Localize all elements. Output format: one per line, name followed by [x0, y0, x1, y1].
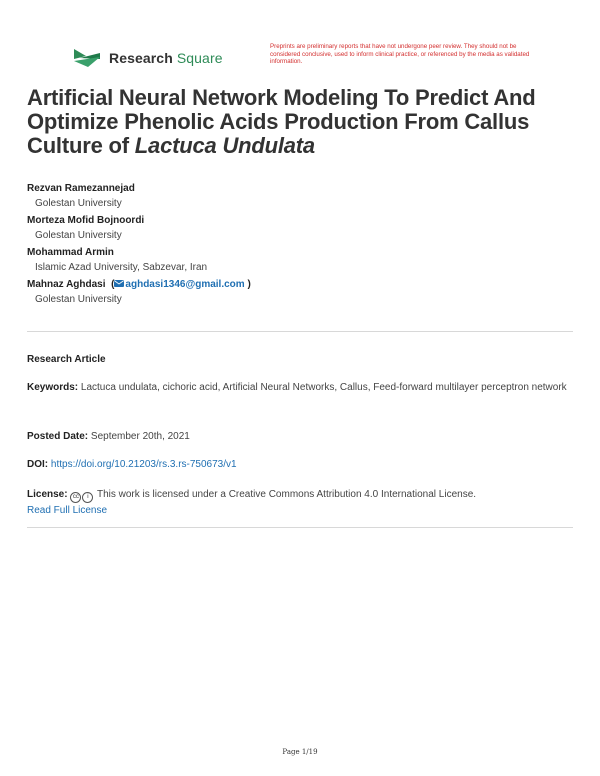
- divider: [27, 331, 573, 332]
- page-title: [27, 86, 577, 158]
- title-line-1: Artificial Neural Network Modeling To Predict And: [27, 85, 536, 110]
- license: [27, 487, 573, 518]
- article-type: [27, 352, 573, 367]
- author-affiliation: Golestan University: [35, 294, 122, 305]
- keywords-value: Lactuca undulata, cichoric acid, Artificial Neural Networks, Callus, Feed-forward multilayer perceptron network: [80, 382, 567, 393]
- author-name: Morteza Mofid Bojnoordi: [27, 215, 145, 226]
- doi: [27, 457, 573, 472]
- license-label: License:: [27, 489, 68, 500]
- read-full-license-link[interactable]: Read Full License: [27, 505, 108, 516]
- preprint-disclaimer: Preprints are preliminary reports that have not undergone peer review. They should not be considered conclusive, used to inform clinical practice, or referenced by the media as validated information.: [270, 43, 530, 66]
- author-name: Rezvan Ramezannejad: [27, 183, 135, 194]
- research-square-logo-icon: [72, 47, 102, 69]
- posted-date-label: Posted Date:: [27, 431, 89, 442]
- logo-word-square: Square: [176, 50, 223, 66]
- research-square-logo[interactable]: [72, 47, 223, 69]
- author-name: Mahnaz Aghdasi: [27, 279, 106, 290]
- keywords: [27, 380, 573, 395]
- author-email-link[interactable]: [114, 279, 244, 290]
- doi-link[interactable]: https://doi.org/10.21203/rs.3.rs-750673/v1: [50, 459, 237, 470]
- author-entry: [27, 245, 577, 275]
- posted-date-value: September 20th, 2021: [90, 431, 190, 442]
- title-line-3-prefix: Culture of: [27, 133, 135, 158]
- article-type-label: Research Article: [27, 354, 106, 365]
- page-number: Page 1/19: [282, 748, 318, 756]
- author-name: Mohammad Armin: [27, 247, 114, 258]
- logo-text: [109, 50, 223, 66]
- author-entry: [27, 277, 577, 307]
- title-species: Lactuca Undulata: [134, 133, 315, 158]
- author-affiliation: Islamic Azad University, Sabzevar, Iran: [35, 262, 208, 273]
- envelope-icon: [114, 280, 124, 287]
- title-line-2: Optimize Phenolic Acids Production From Callus: [27, 109, 530, 134]
- cc-icon: cc: [70, 492, 81, 503]
- author-email: aghdasi1346@gmail.com: [125, 279, 245, 290]
- title-line-3: [27, 134, 577, 158]
- attribution-icon: i: [82, 492, 93, 503]
- author-entry: [27, 181, 577, 211]
- doi-label: DOI:: [27, 459, 49, 470]
- posted-date: [27, 429, 573, 444]
- keywords-label: Keywords:: [27, 382, 79, 393]
- author-affiliation: Golestan University: [35, 198, 122, 209]
- license-text: This work is licensed under a Creative Commons Attribution 4.0 International License.: [96, 489, 477, 500]
- author-list: [27, 181, 577, 309]
- divider: [27, 527, 573, 528]
- author-entry: [27, 213, 577, 243]
- author-name-with-email: Mahnaz Aghdasi ( aghdasi1346@gmail.com ): [27, 279, 251, 290]
- author-affiliation: Golestan University: [35, 230, 122, 241]
- logo-word-research: Research: [109, 50, 173, 66]
